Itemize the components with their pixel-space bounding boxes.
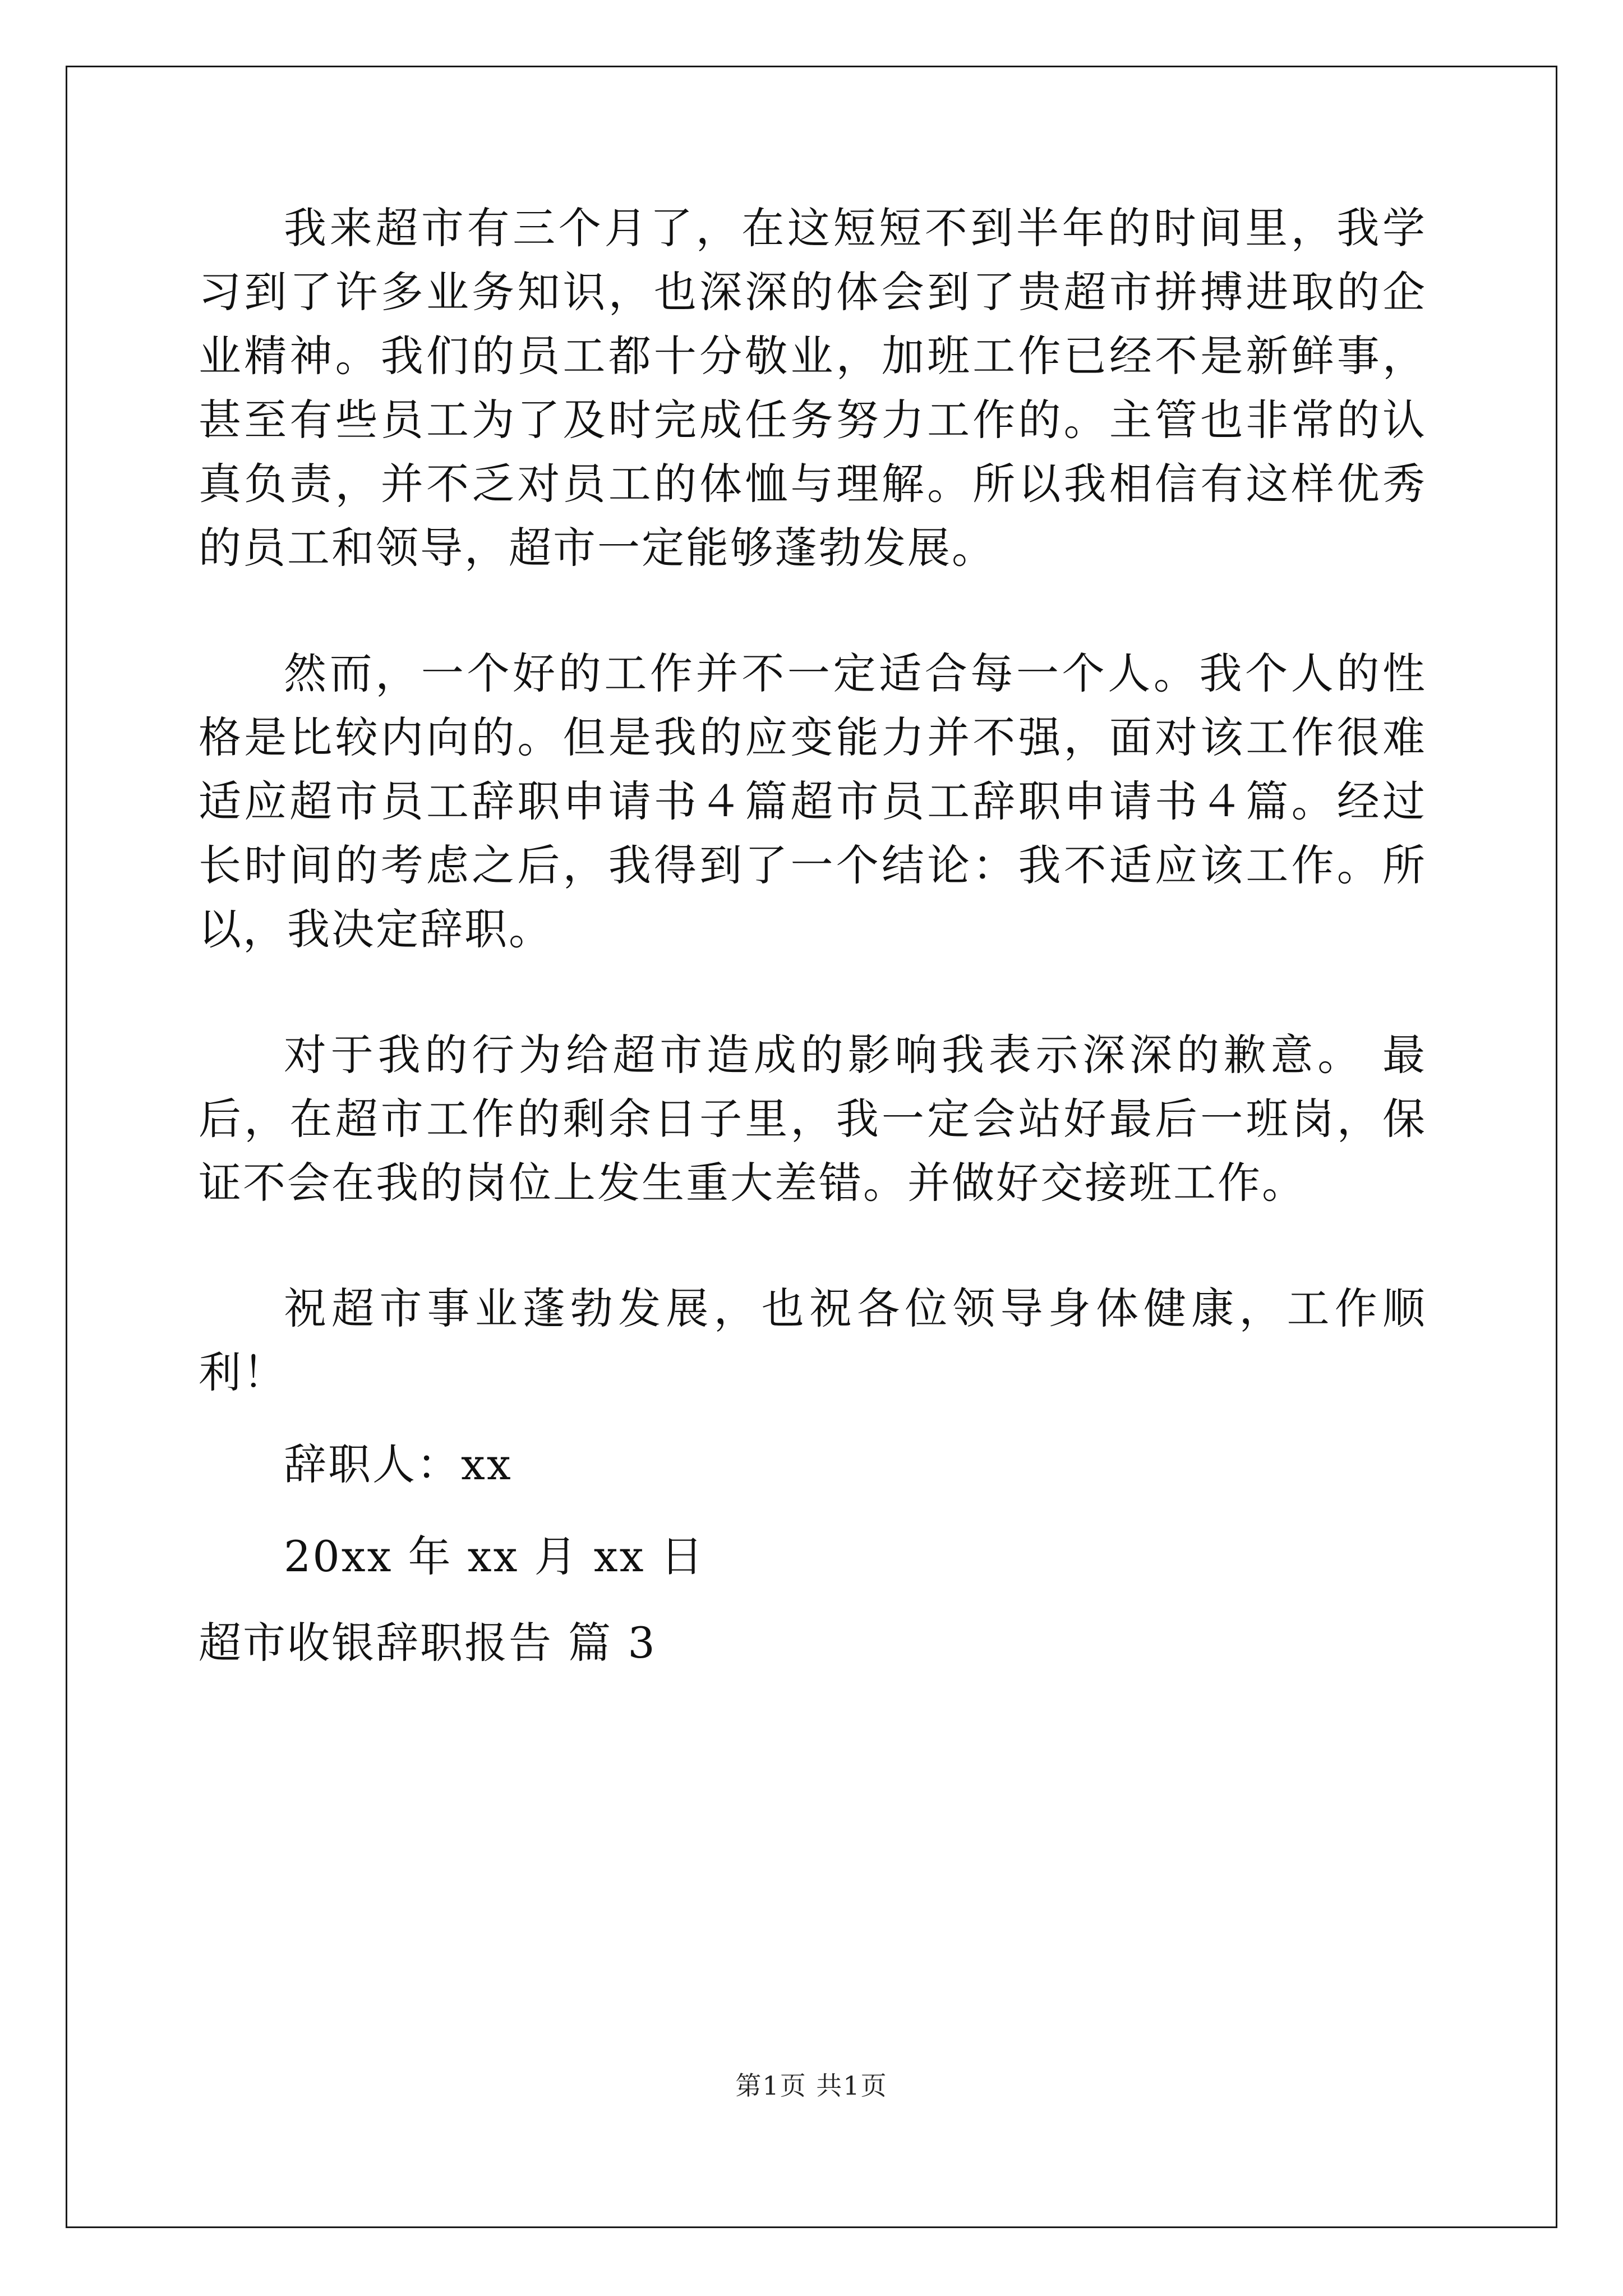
next-section-heading: 超市收银辞职报告 篇 3 xyxy=(199,1618,657,1668)
paragraph-1: 我来超市有三个月了，在这短短不到半年的时间里，我学习到了许多业务知识，也深深的体会到了贵超市拼搏进取的企业精神。我们的员工都十分敬业，加班工作已经不是新鲜事，甚至有些员工为了及时完成任务努力工作的。主管也非常的认真负责，并不乏对员工的体恤与理解。所以我相信有这样优秀的员工和领导，超市一定能够蓬勃发展。 xyxy=(199,203,1427,573)
page-footer: 第1页 共1页 xyxy=(735,2070,888,2101)
paragraph-4: 祝超市事业蓬勃发展，也祝各位领导身体健康，工作顺利！ xyxy=(199,1283,1427,1397)
paragraph-3: 对于我的行为给超市造成的影响我表示深深的歉意。 最后，在超市工作的剩余日子里，我一定会站好最后一班岗，保证不会在我的岗位上发生重大差错。并做好交接班工作。 xyxy=(199,1030,1427,1208)
document-body xyxy=(199,196,1427,1675)
signer-line: 辞职人：xx xyxy=(284,1439,513,1489)
date-line: 20xx 年 xx 月 xx 日 xyxy=(284,1531,705,1581)
paragraph-2: 然而，一个好的工作并不一定适合每一个人。我个人的性格是比较内向的。但是我的应变能力并不强，面对该工作很难适应超市员工辞职申请书４篇超市员工辞职申请书４篇。经过长时间的考虑之后，我得到了一个结论：我不适应该工作。所以，我决定辞职。 xyxy=(199,648,1427,954)
